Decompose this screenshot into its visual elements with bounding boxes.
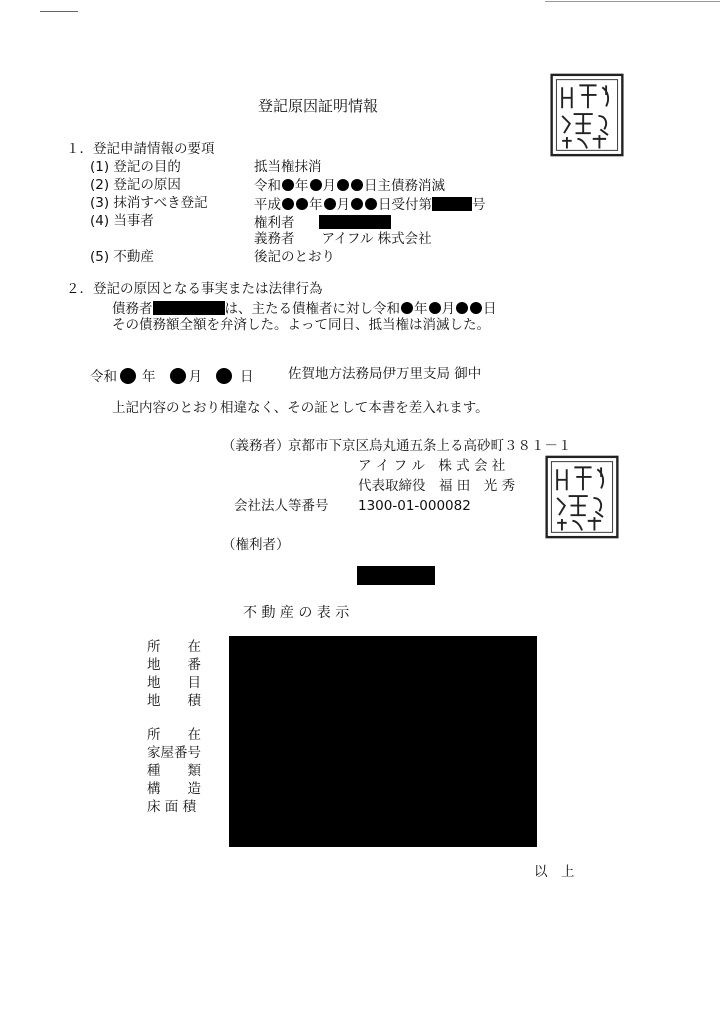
obligee-label: 権利者 xyxy=(254,215,295,231)
redaction-dot xyxy=(216,368,232,384)
cause-month: 月 xyxy=(322,178,336,194)
section2-heading: ２．登記の原因となる事実または法律行為 xyxy=(66,281,323,297)
redaction-dot xyxy=(470,302,482,314)
redaction-dot xyxy=(310,179,322,191)
obligor-representative: 代表取締役 福 田 光 秀 xyxy=(358,478,516,494)
date-year: 年 xyxy=(142,369,156,385)
date-line xyxy=(90,368,254,385)
item-property-label: (5) 不動産 xyxy=(90,249,154,265)
redaction-dot xyxy=(282,179,294,191)
debtor-label: 債務者 xyxy=(112,301,153,317)
property-details-redaction xyxy=(229,636,537,847)
redaction-dot xyxy=(170,368,186,384)
date-era: 令和 xyxy=(90,369,117,385)
obligor-company: ア イ フ ル 株 式 会 社 xyxy=(358,458,506,474)
scan-artifact-left xyxy=(40,11,78,12)
building-label-type: 種 類 xyxy=(147,763,201,779)
redaction-dot xyxy=(429,302,441,314)
section2-line2: その債務額全額を弁済した。よって同日、抵当権は消滅した。 xyxy=(112,317,490,333)
reg-day: 日受付第 xyxy=(378,197,432,213)
item-registration-label: (3) 抹消すべき登記 xyxy=(90,195,208,211)
cause-year: 年 xyxy=(295,178,309,194)
scan-artifact-right xyxy=(545,1,720,2)
reg-era: 平成 xyxy=(254,197,281,213)
reg-month: 月 xyxy=(336,197,350,213)
section2-line1 xyxy=(112,301,497,317)
redaction-dot xyxy=(282,198,294,210)
redaction-box xyxy=(432,197,472,211)
item-purpose-label: (1) 登記の目的 xyxy=(90,159,181,175)
item-cause-label: (2) 登記の原因 xyxy=(90,177,181,193)
corp-number-label: 会社法人等番号 xyxy=(234,498,329,514)
building-label-floor-area: 床 面 積 xyxy=(147,799,197,815)
item-cause-value xyxy=(254,179,445,194)
corp-number: 1300-01-000082 xyxy=(358,498,471,514)
s2-day: 日 xyxy=(483,301,497,317)
building-label-house-number: 家屋番号 xyxy=(147,745,201,761)
registry-office: 佐賀地方法務局伊万里支局 御中 xyxy=(288,366,482,382)
redaction-dot xyxy=(324,198,336,210)
date-day: 日 xyxy=(240,369,254,385)
obligee-name-redaction xyxy=(357,566,435,585)
closing-mark: 以 上 xyxy=(534,864,575,880)
redaction-dot xyxy=(351,179,363,191)
cause-day: 日主債務消滅 xyxy=(364,178,445,194)
redaction-dot xyxy=(296,198,308,210)
attestation-text: 上記内容のとおり相違なく、その証として本書を差入れます。 xyxy=(112,400,489,416)
item-registration-value xyxy=(254,197,486,213)
item-parties-obligee xyxy=(254,215,391,231)
land-label-category: 地 目 xyxy=(147,675,201,691)
property-heading: 不 動 産 の 表 示 xyxy=(243,605,350,621)
item-parties-obligor: 義務者 アイフル 株式会社 xyxy=(254,231,432,247)
redaction-dot xyxy=(120,368,136,384)
company-seal-top xyxy=(548,72,626,158)
date-month: 月 xyxy=(188,369,202,385)
obligor-label: （義務者） xyxy=(222,438,290,454)
building-label-structure: 構 造 xyxy=(147,781,201,797)
redaction-dot xyxy=(351,198,363,210)
reg-year: 年 xyxy=(309,197,323,213)
redaction-dot xyxy=(401,302,413,314)
s2-year: 年 xyxy=(414,301,428,317)
building-label-location: 所 在 xyxy=(147,727,201,743)
section1-heading: １．登記申請情報の要項 xyxy=(66,141,215,157)
redaction-box xyxy=(319,215,391,229)
redaction-dot xyxy=(365,198,377,210)
redaction-box xyxy=(153,301,225,315)
redaction-dot xyxy=(337,179,349,191)
item-property-value: 後記のとおり xyxy=(254,249,335,265)
redaction-dot xyxy=(456,302,468,314)
item-purpose-value: 抵当権抹消 xyxy=(254,159,322,175)
land-label-area: 地 積 xyxy=(147,693,201,709)
company-seal-bottom xyxy=(540,454,624,540)
land-label-location: 所 在 xyxy=(147,639,201,655)
item-parties-label: (4) 当事者 xyxy=(90,213,154,229)
obligee-block-label: （権利者） xyxy=(222,537,290,553)
land-label-lot-number: 地 番 xyxy=(147,657,201,673)
s2-month: 月 xyxy=(441,301,455,317)
obligor-address: 京都市下京区烏丸通五条上る高砂町３８１－１ xyxy=(288,438,572,454)
cause-era: 令和 xyxy=(254,178,281,194)
document-title: 登記原因証明情報 xyxy=(258,97,379,115)
reg-number-suffix: 号 xyxy=(472,197,486,213)
debtor-text: は、主たる債権者に対し令和 xyxy=(224,301,400,317)
